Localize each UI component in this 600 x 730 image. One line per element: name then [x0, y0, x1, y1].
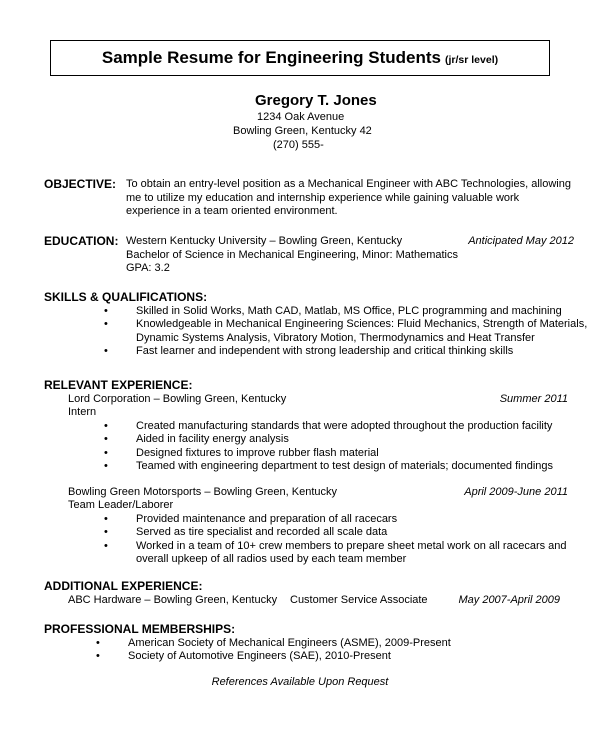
list-item: • Created manufacturing standards that were adopted throughout the production facility — [104, 419, 553, 432]
list-item: • Society of Automotive Engineers (SAE), 2010-Present — [96, 650, 391, 662]
bullet-icon: • — [104, 304, 108, 317]
objective-label: OBJECTIVE: — [44, 177, 117, 191]
bullet-icon: • — [104, 460, 108, 472]
list-item: • Aided in facility energy analysis — [104, 433, 289, 445]
candidate-name: Gregory T. Jones — [255, 92, 377, 109]
additional-date: May 2007-April 2009 — [458, 593, 560, 606]
resume-title-box — [50, 40, 550, 76]
additional-label: ADDITIONAL EXPERIENCE: — [44, 579, 203, 593]
job-title: Team Leader/Laborer — [68, 499, 174, 511]
list-item: • Teamed with engineering department to test design of materials; documented findings — [104, 460, 554, 472]
education-degree: Bachelor of Science in Mechanical Engineering, Minor: Mathematics — [126, 248, 458, 261]
additional-employer: ABC Hardware – Bowling Green, Kentucky — [68, 593, 278, 606]
additional-position: Customer Service Associate — [290, 593, 428, 606]
bullet-icon: • — [104, 318, 108, 330]
memberships-section — [44, 623, 574, 664]
experience-label: RELEVANT EXPERIENCE: — [44, 378, 193, 392]
resume-title: Sample Resume for Engineering Students — [101, 48, 441, 67]
education-gpa: GPA: 3.2 — [126, 262, 170, 274]
objective-text: To obtain an entry-level position as a Mechanical Engineer with ABC Technologies, allowing me to utilize my education and internship experience while gaining valuable work experience in a team oriented environment. — [126, 178, 571, 217]
list-item: • Designed fixtures to improve rubber flash material — [104, 446, 379, 459]
experience-section — [44, 379, 574, 567]
bullet-icon: • — [104, 526, 108, 538]
address-line-2: Bowling Green, Kentucky 42 — [233, 125, 372, 137]
list-item: • Knowledgeable in Mechanical Engineering Sciences: Fluid Mechanics, Strength of Materials, Dynamic Systems Analysis, Vibratory Motion, Thermodynamics and Heat Transfer — [104, 318, 588, 344]
bullet-icon: • — [104, 345, 108, 357]
memberships-label: PROFESSIONAL MEMBERSHIPS: — [44, 622, 236, 636]
list-item: • Worked in a team of 10+ crew members to prepare sheet metal work on all racecars and overall upkeep of all radios used by each team member — [104, 539, 567, 565]
skills-label: SKILLS & QUALIFICATIONS: — [44, 290, 208, 304]
bullet-icon: • — [104, 539, 108, 552]
bullet-icon: • — [104, 512, 108, 525]
address-line-1: 1234 Oak Avenue — [257, 111, 345, 123]
skills-section — [44, 290, 588, 359]
education-label: EDUCATION: — [44, 234, 119, 248]
bullet-icon: • — [104, 419, 108, 432]
job-date: Summer 2011 — [499, 392, 568, 405]
list-item: • Provided maintenance and preparation of all racecars — [104, 512, 398, 525]
list-item: • Fast learner and independent with strong leadership and critical thinking skills — [104, 345, 514, 357]
job-title: Intern — [68, 406, 97, 418]
bullet-icon: • — [104, 433, 108, 445]
job-employer: Lord Corporation – Bowling Green, Kentucky — [68, 392, 287, 405]
education-date: Anticipated May 2012 — [468, 235, 574, 247]
education-school: Western Kentucky University – Bowling Green, Kentucky — [126, 235, 403, 247]
bullet-icon: • — [96, 636, 100, 649]
list-item: • American Society of Mechanical Engineers (ASME), 2009-Present — [96, 636, 451, 649]
contact-block — [233, 92, 377, 152]
list-item: • Served as tire specialist and recorded all scale data — [104, 526, 388, 538]
objective-section — [44, 178, 574, 222]
list-item: • Skilled in Solid Works, Math CAD, Matlab, MS Office, PLC programming and machining — [104, 304, 562, 317]
bullet-icon: • — [104, 446, 108, 459]
job-date: April 2009-June 2011 — [464, 485, 568, 498]
additional-section — [44, 580, 574, 607]
job-entry — [68, 393, 568, 474]
references-note: References Available Upon Request — [211, 676, 389, 688]
job-entry — [68, 486, 568, 567]
bullet-icon: • — [96, 650, 100, 662]
education-section — [44, 235, 574, 277]
phone-number: (270) 555- — [273, 139, 324, 151]
job-employer: Bowling Green Motorsports – Bowling Green, Kentucky — [68, 485, 338, 498]
resume-level: (jr/sr level) — [445, 54, 499, 66]
